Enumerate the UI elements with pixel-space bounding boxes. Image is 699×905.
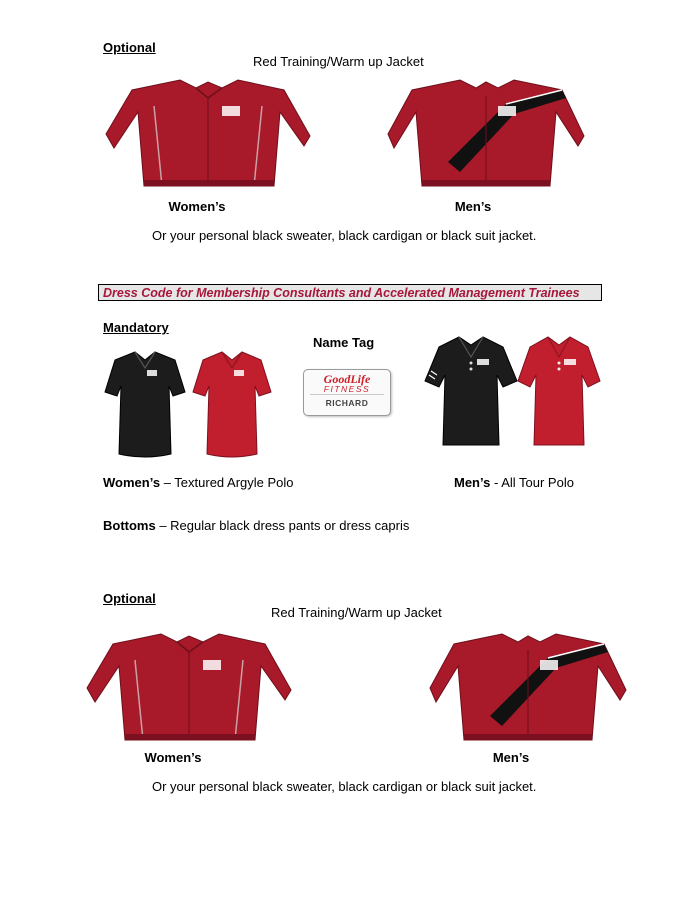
name-tag-brand: GoodLife	[323, 372, 371, 386]
womens-polo-caption-text: – Textured Argyle Polo	[160, 475, 294, 490]
mens-label-2: Men’s	[492, 750, 530, 765]
bottoms-caption-bold: Bottoms	[103, 518, 156, 533]
mens-polo-caption	[454, 475, 574, 490]
alternative-note: Or your personal black sweater, black cardigan or black suit jacket.	[152, 228, 537, 243]
mens-jacket-image	[386, 76, 586, 192]
optional-heading: Optional	[103, 40, 156, 55]
womens-polo-black-image	[105, 350, 185, 458]
dress-code-banner: Dress Code for Membership Consultants and Accelerated Management Trainees	[98, 284, 602, 301]
name-tag-image	[303, 369, 391, 416]
mens-label: Men’s	[454, 199, 492, 214]
womens-polo-caption-bold: Women’s	[103, 475, 161, 490]
womens-polo-caption	[103, 475, 294, 490]
mens-polo-red-image	[518, 335, 600, 449]
bottoms-caption-text: – Regular black dress pants or dress capris	[155, 518, 410, 533]
mens-polo-caption-bold: Men’s	[454, 475, 491, 490]
name-tag-brand-sub: FITNESS	[323, 384, 371, 394]
jacket-title: Red Training/Warm up Jacket	[253, 54, 424, 69]
alternative-note-2: Or your personal black sweater, black cardigan or black suit jacket.	[152, 779, 537, 794]
mandatory-heading: Mandatory	[103, 320, 169, 335]
jacket-title-2: Red Training/Warm up Jacket	[271, 605, 442, 620]
womens-polo-red-image	[193, 350, 271, 458]
bottoms-caption	[103, 518, 409, 533]
womens-jacket-image	[104, 76, 312, 194]
womens-jacket-image-2	[85, 630, 293, 748]
womens-label-2: Women’s	[144, 750, 202, 765]
optional-heading-2: Optional	[103, 591, 156, 606]
name-tag-heading: Name Tag	[313, 335, 375, 350]
mens-jacket-image-2	[428, 630, 628, 746]
mens-polo-caption-text: - All Tour Polo	[490, 475, 574, 490]
name-tag-name: RICHARD	[325, 398, 369, 408]
womens-label: Women’s	[168, 199, 226, 214]
mens-polo-black-image	[425, 335, 517, 449]
